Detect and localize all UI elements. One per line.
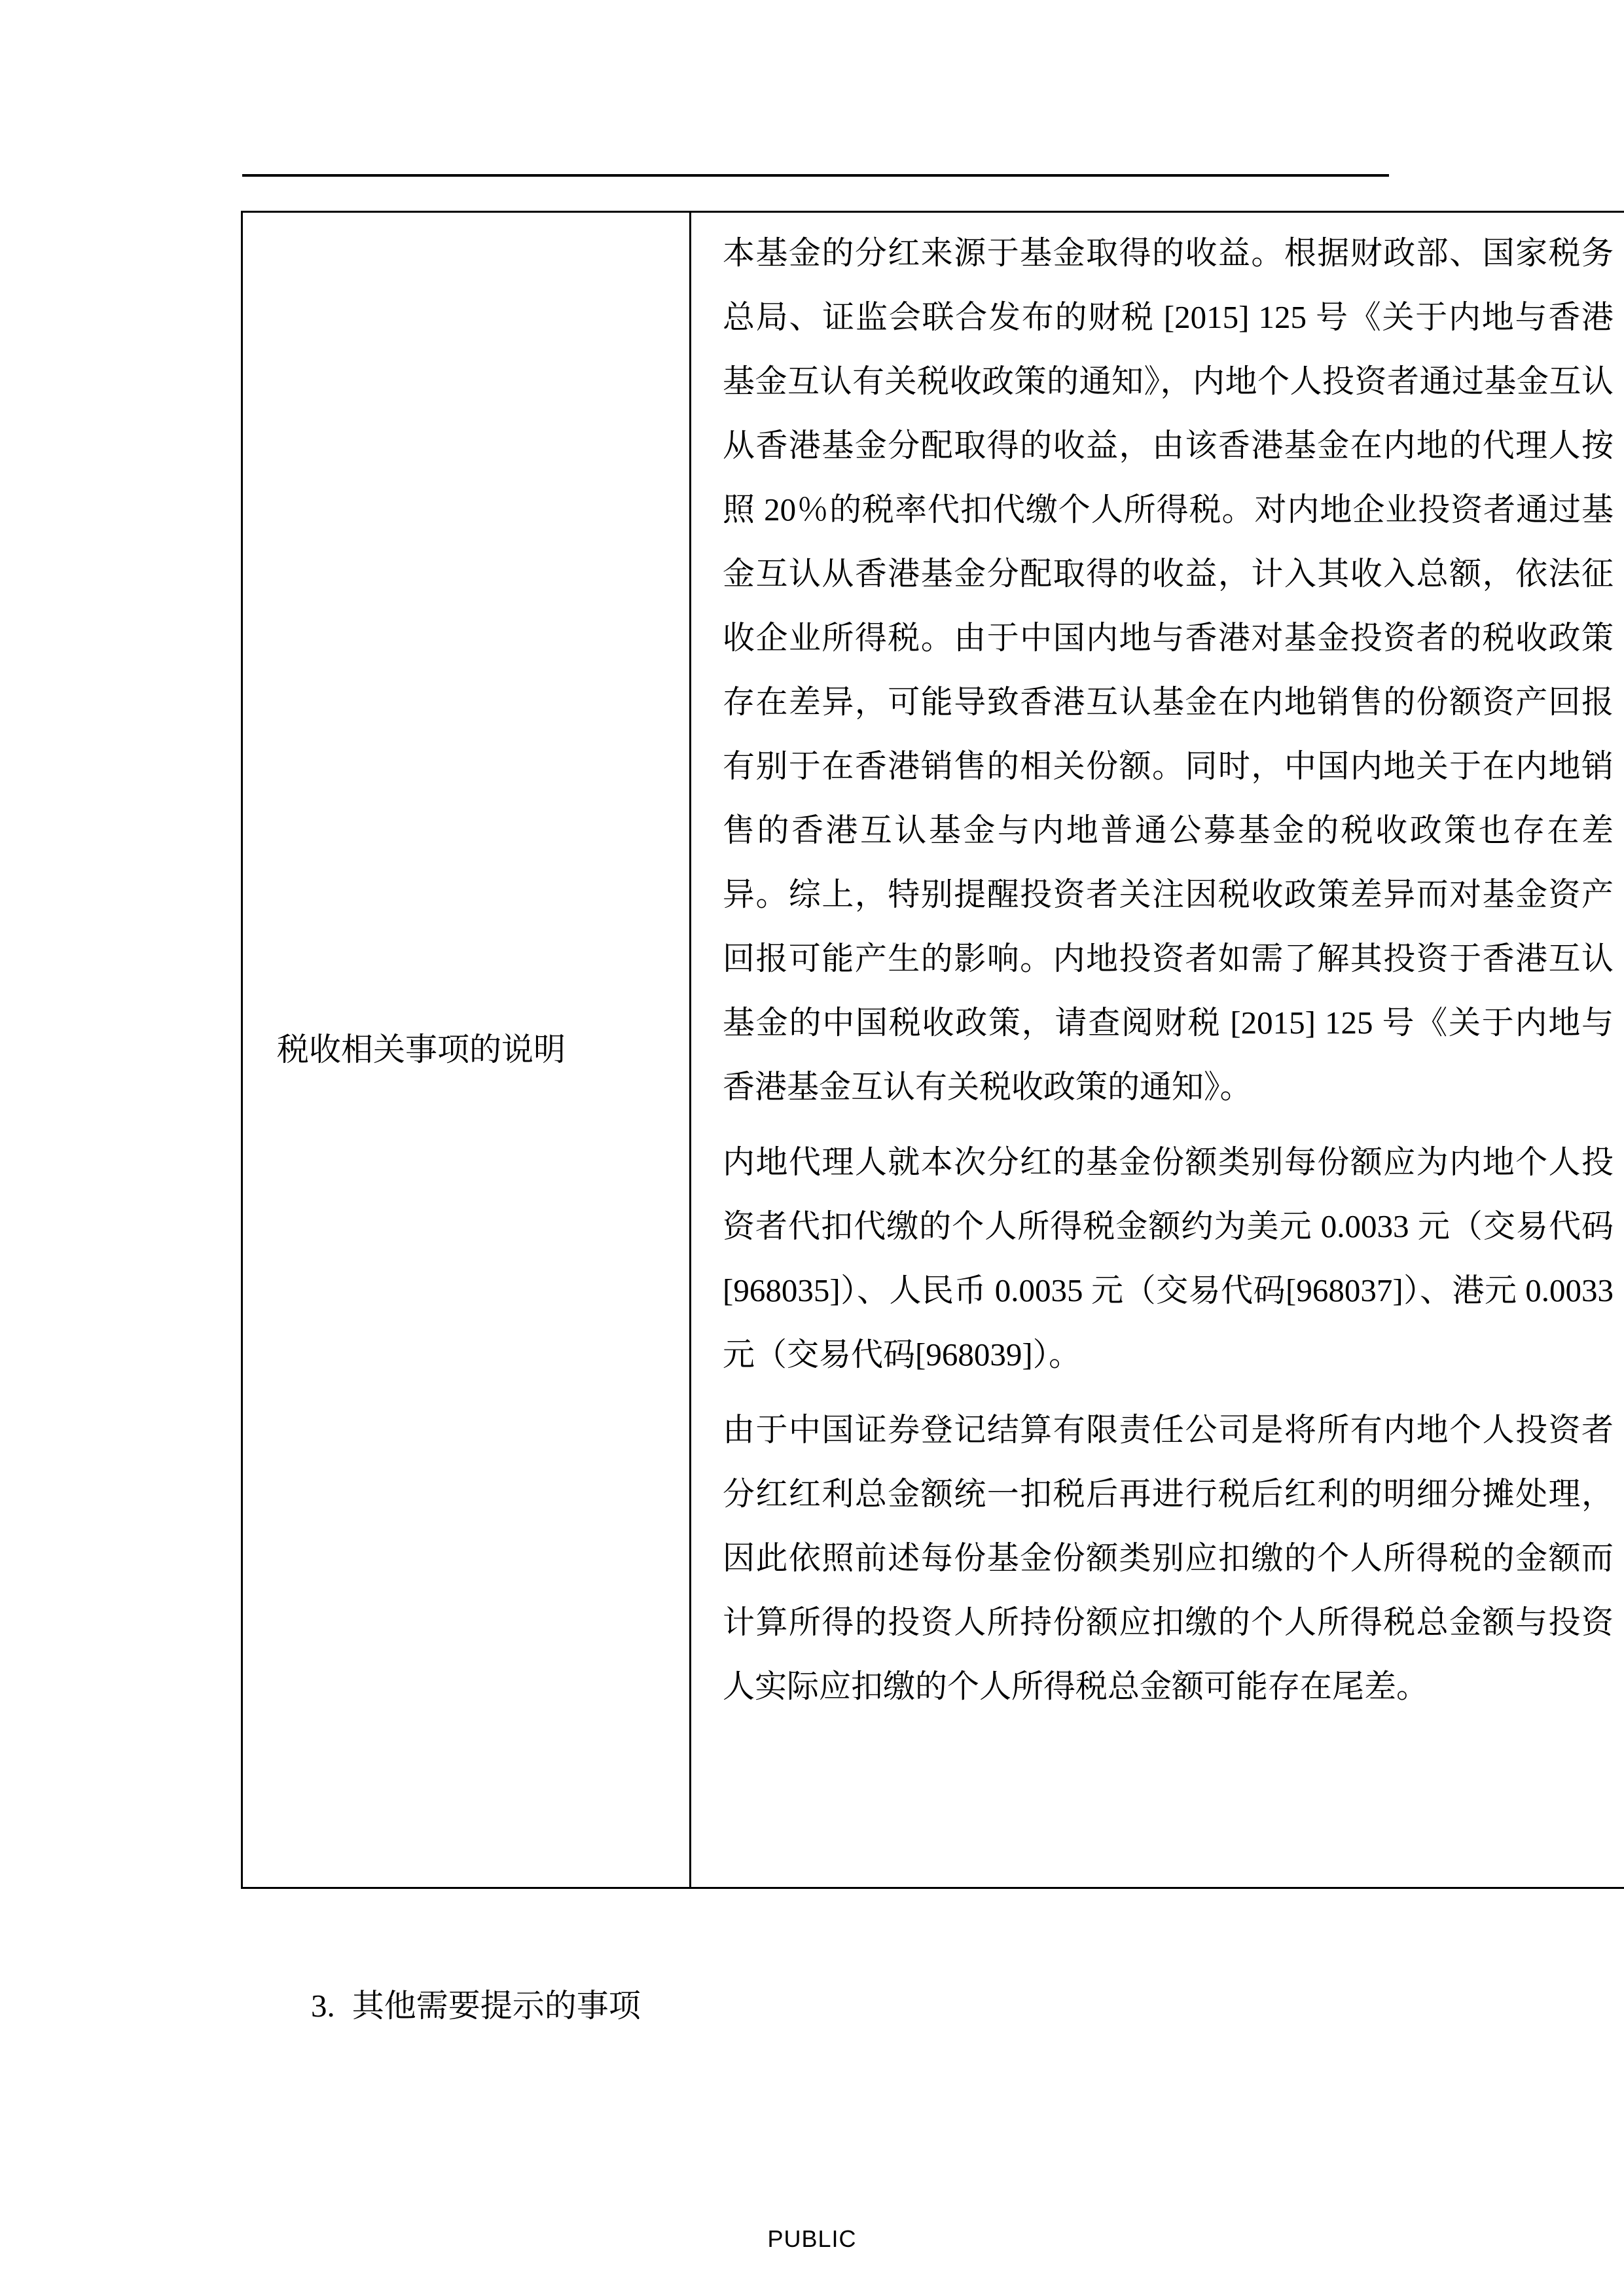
footer-classification-label: PUBLIC	[767, 2225, 857, 2252]
tax-paragraph-2: 内地代理人就本次分红的基金份额类别每份额应为内地个人投资者代扣代缴的个人所得税金额约为美元 0.0033 元（交易代码[968035]）、人民币 0.0035 元（交易代码[968037]）、港元 0.0033 元（交易代码[968039]）。	[723, 1144, 1614, 1372]
section-title: 其他需要提示的事项	[352, 1988, 641, 2024]
section-heading	[311, 1986, 641, 2026]
header-divider-rule	[242, 174, 1389, 177]
tax-paragraph-1: 本基金的分红来源于基金取得的收益。根据财政部、国家税务总局、证监会联合发布的财税 [2015] 125 号《关于内地与香港基金互认有关税收政策的通知》，内地个人投资者通过基金互认从香港基金分配取得的收益，由该香港基金在内地的代理人按照 20％的税率代扣代缴个人所得税。对内地企业投资者通过基金互认从香港基金分配取得的收益，计入其收入总额，依法征收企业所得税。由于中国内地与香港对基金投资者的税收政策存在差异，可能导致香港互认基金在内地销售的份额资产回报有别于在香港销售的相关份额。同时，中国内地关于在内地销售的香港互认基金与内地普通公募基金的税收政策也存在差异。综上，特别提醒投资者关注因税收政策差异而对基金资产回报可能产生的影响。内地投资者如需了解其投资于香港互认基金的中国税收政策，请查阅财税 [2015] 125 号《关于内地与香港基金互认有关税收政策的通知》。	[723, 235, 1614, 1105]
table-row	[242, 212, 1624, 1888]
tax-matters-table	[241, 211, 1624, 1889]
row-content-cell	[691, 212, 1624, 1888]
row-content	[723, 221, 1614, 1878]
row-label: 税收相关事项的说明	[277, 1031, 566, 1067]
row-label-cell	[242, 212, 691, 1888]
section-number: 3.	[311, 1988, 335, 2024]
tax-paragraph-3: 由于中国证券登记结算有限责任公司是将所有内地个人投资者分红红利总金额统一扣税后再进行税后红利的明细分摊处理，因此依照前述每份基金份额类别应扣缴的个人所得税的金额而计算所得的投资人所持份额应扣缴的个人所得税总金额与投资人实际应扣缴的个人所得税总金额可能存在尾差。	[723, 1412, 1614, 1704]
